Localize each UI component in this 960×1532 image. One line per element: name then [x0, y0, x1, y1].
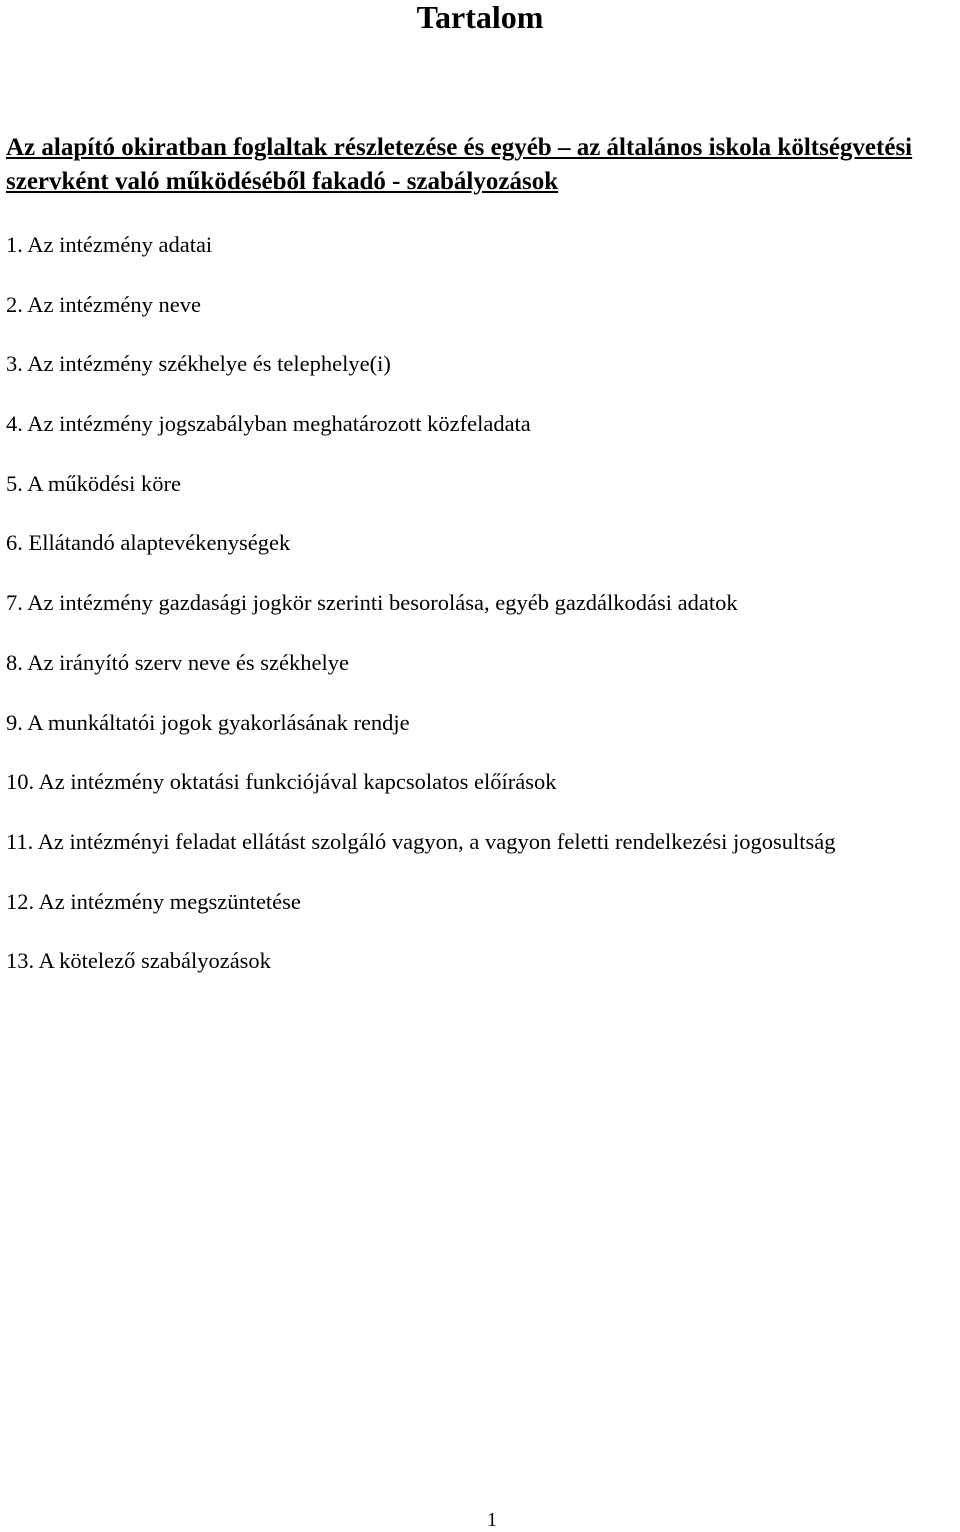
toc-item-number: 4.: [6, 411, 23, 437]
toc-item-label: Az irányító szerv neve és székhelye: [27, 649, 350, 675]
toc-item[interactable]: [6, 763, 836, 823]
toc-item[interactable]: [6, 942, 836, 1002]
toc-item-label: Az intézmény székhelye és telephelye(i): [27, 351, 391, 377]
toc-item[interactable]: [6, 226, 836, 286]
toc-item-number: 3.: [6, 351, 23, 377]
toc-item-number: 5.: [6, 470, 23, 496]
toc-item-label: Az intézmény megszüntetése: [38, 888, 301, 914]
toc-item-number: 13.: [6, 948, 35, 974]
toc-item[interactable]: [6, 286, 836, 346]
toc-item-label: Az intézményi feladat ellátást szolgáló vagyon, a vagyon feletti rendelkezési jogosultság: [37, 828, 836, 854]
toc-item[interactable]: [6, 465, 836, 525]
toc-item-label: A munkáltatói jogok gyakorlásának rendje: [27, 709, 410, 735]
toc-item-label: A kötelező szabályozások: [38, 948, 271, 974]
toc-item-label: A működési köre: [27, 470, 181, 496]
section-heading: Az alapító okiratban foglaltak részletezése és egyéb – az általános iskola költségvetési szervként való működéséből fakadó - szabályozások: [6, 134, 913, 195]
toc-item-number: 2.: [6, 291, 23, 317]
toc-item-label: Az intézmény neve: [27, 291, 201, 317]
toc-item[interactable]: [6, 883, 836, 943]
toc-item-number: 1.: [6, 232, 23, 257]
toc-item[interactable]: [6, 704, 836, 764]
toc-item[interactable]: [6, 524, 836, 584]
toc-item-number: 7.: [6, 590, 23, 616]
toc-item-label: Az intézmény gazdasági jogkör szerinti besorolása, egyéb gazdálkodási adatok: [27, 590, 738, 616]
toc-item-number: 9.: [6, 709, 23, 735]
toc-item-label: Az intézmény adatai: [27, 232, 213, 257]
toc-item-number: 12.: [6, 888, 35, 914]
page-number: 1: [487, 1509, 497, 1531]
toc-item[interactable]: [6, 644, 836, 704]
toc-item[interactable]: [6, 823, 836, 883]
toc-item-number: 10.: [6, 769, 35, 795]
toc-item-number: 8.: [6, 649, 23, 675]
table-of-contents: [6, 226, 836, 1002]
toc-item-number: 6.: [6, 530, 23, 556]
page-title: Tartalom: [416, 0, 544, 35]
toc-item-number: 11.: [6, 828, 34, 854]
toc-item[interactable]: [6, 584, 836, 644]
toc-item[interactable]: [6, 405, 836, 465]
toc-item-label: Az intézmény oktatási funkciójával kapcsolatos előírások: [38, 769, 557, 795]
toc-item-label: Ellátandó alaptevékenységek: [28, 530, 291, 556]
toc-item[interactable]: [6, 345, 836, 405]
toc-item-label: Az intézmény jogszabályban meghatározott közfeladata: [27, 411, 531, 437]
